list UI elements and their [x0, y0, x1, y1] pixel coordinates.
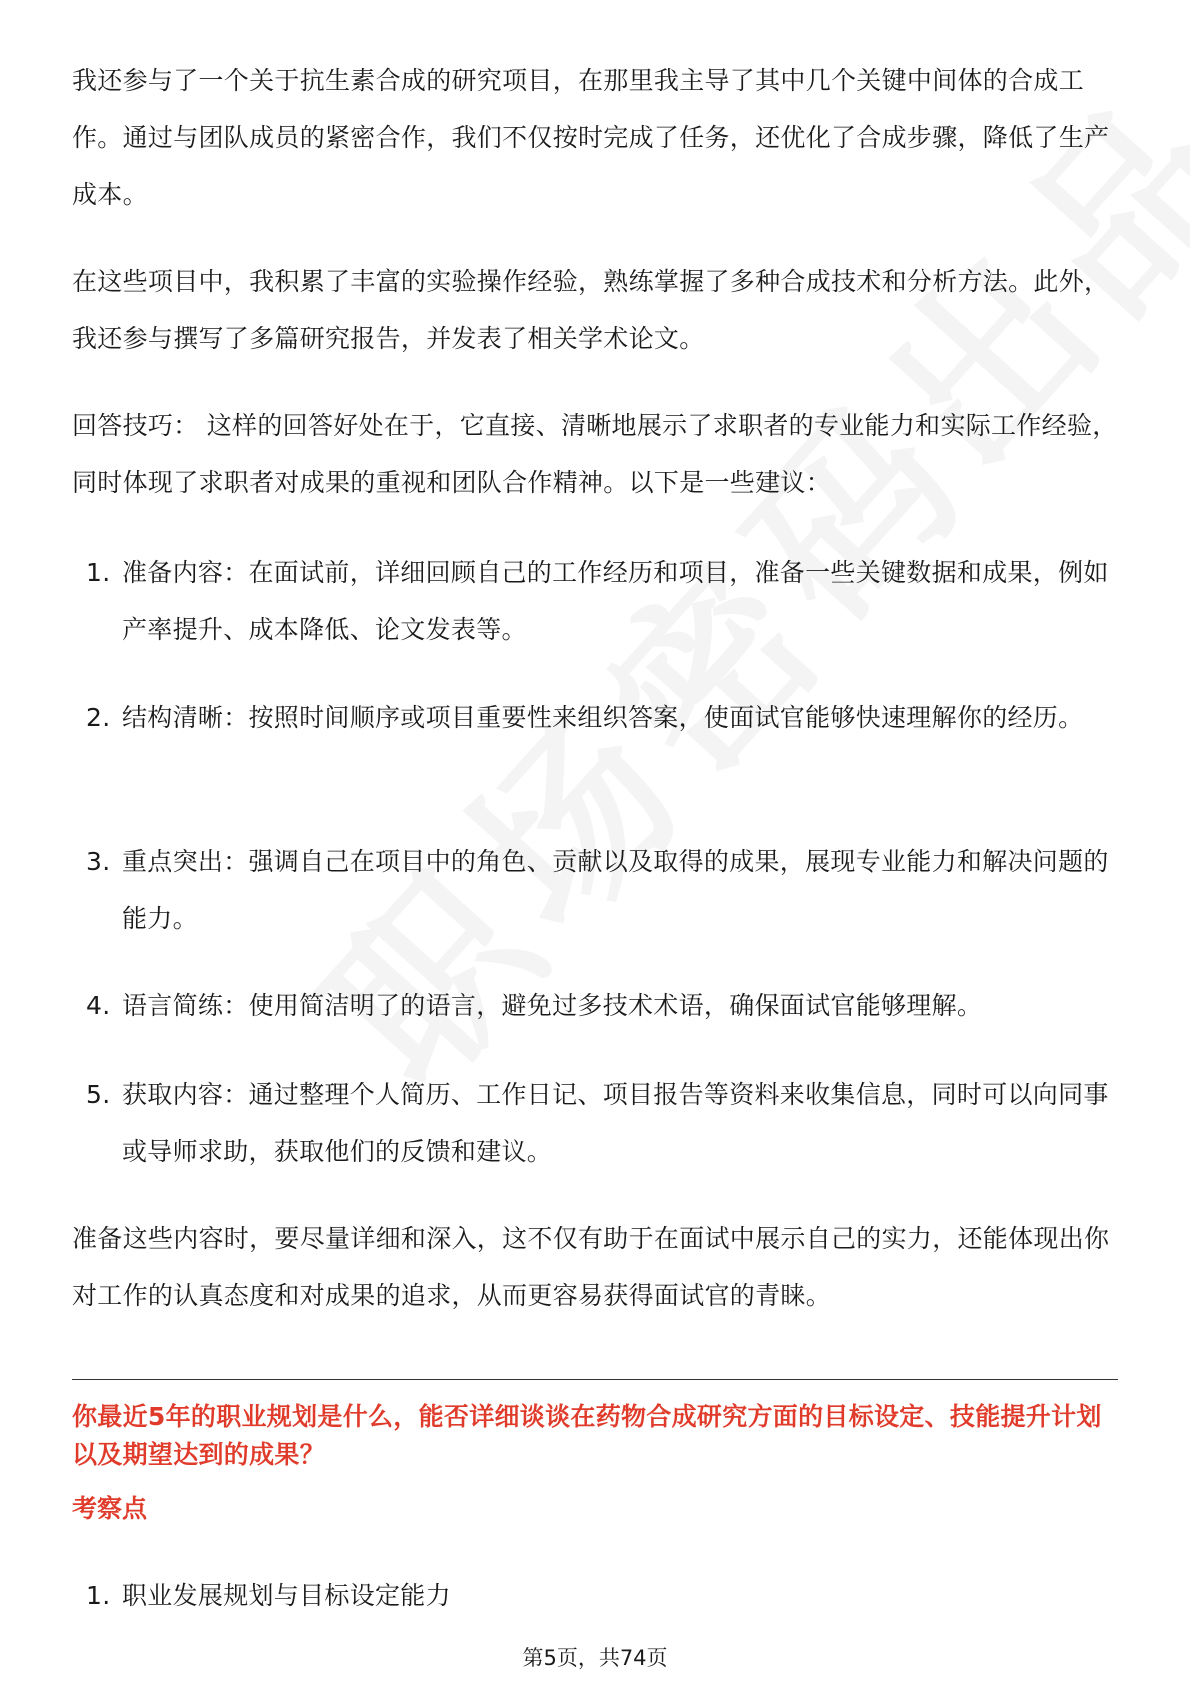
tip-list-item [72, 833, 1118, 947]
list-number: 4. [86, 991, 111, 1020]
list-text: 结构清晰：按照时间顺序或项目重要性来组织答案，使面试官能够快速理解你的经历。 [122, 703, 1084, 732]
list-number: 1. [86, 558, 111, 587]
section-heading: 考察点 [72, 1494, 148, 1523]
point-list-item [72, 1567, 1118, 1624]
page-footer: 第5页，共74页 [522, 1646, 668, 1670]
paragraph-experience: 在这些项目中，我积累了丰富的实验操作经验，熟练掌握了多种合成技术和分析方法。此外，我还参与撰写了多篇研究报告，并发表了相关学术论文。 [72, 267, 1110, 353]
tip-list-item [72, 1066, 1118, 1180]
list-number: 3. [86, 847, 111, 876]
paragraph-conclusion: 准备这些内容时，要尽量详细和深入，这不仅有助于在面试中展示自己的实力，还能体现出你对工作的认真态度和对成果的追求，从而更容易获得面试官的青睐。 [72, 1224, 1110, 1310]
paragraph-project: 我还参与了一个关于抗生素合成的研究项目，在那里我主导了其中几个关键中间体的合成工作。通过与团队成员的紧密合作，我们不仅按时完成了任务，还优化了合成步骤，降低了生产成本。 [72, 66, 1110, 209]
tip-list-item [72, 689, 1118, 746]
interview-question: 你最近5年的职业规划是什么，能否详细谈谈在药物合成研究方面的目标设定、技能提升计划以及期望达到的成果？ [72, 1402, 1102, 1469]
tip-list-item [72, 544, 1118, 658]
tip-list-item [72, 977, 1118, 1034]
list-text: 职业发展规划与目标设定能力 [122, 1581, 451, 1610]
list-text: 获取内容：通过整理个人简历、工作日记、项目报告等资料来收集信息，同时可以向同事或导师求助，获取他们的反馈和建议。 [122, 1080, 1109, 1166]
list-text: 准备内容：在面试前，详细回顾自己的工作经历和项目，准备一些关键数据和成果，例如产率提升、成本降低、论文发表等。 [122, 558, 1109, 644]
list-text: 语言简练：使用简洁明了的语言，避免过多技术术语，确保面试官能够理解。 [122, 991, 983, 1020]
list-number: 2. [86, 703, 111, 732]
list-number: 5. [86, 1080, 111, 1109]
section-divider [72, 1379, 1118, 1380]
paragraph-answer-tips: 回答技巧： 这样的回答好处在于，它直接、清晰地展示了求职者的专业能力和实际工作经验，同时体现了求职者对成果的重视和团队合作精神。以下是一些建议： [72, 411, 1118, 497]
list-number: 1. [86, 1581, 111, 1610]
list-text: 重点突出：强调自己在项目中的角色、贡献以及取得的成果，展现专业能力和解决问题的能力。 [122, 847, 1109, 933]
